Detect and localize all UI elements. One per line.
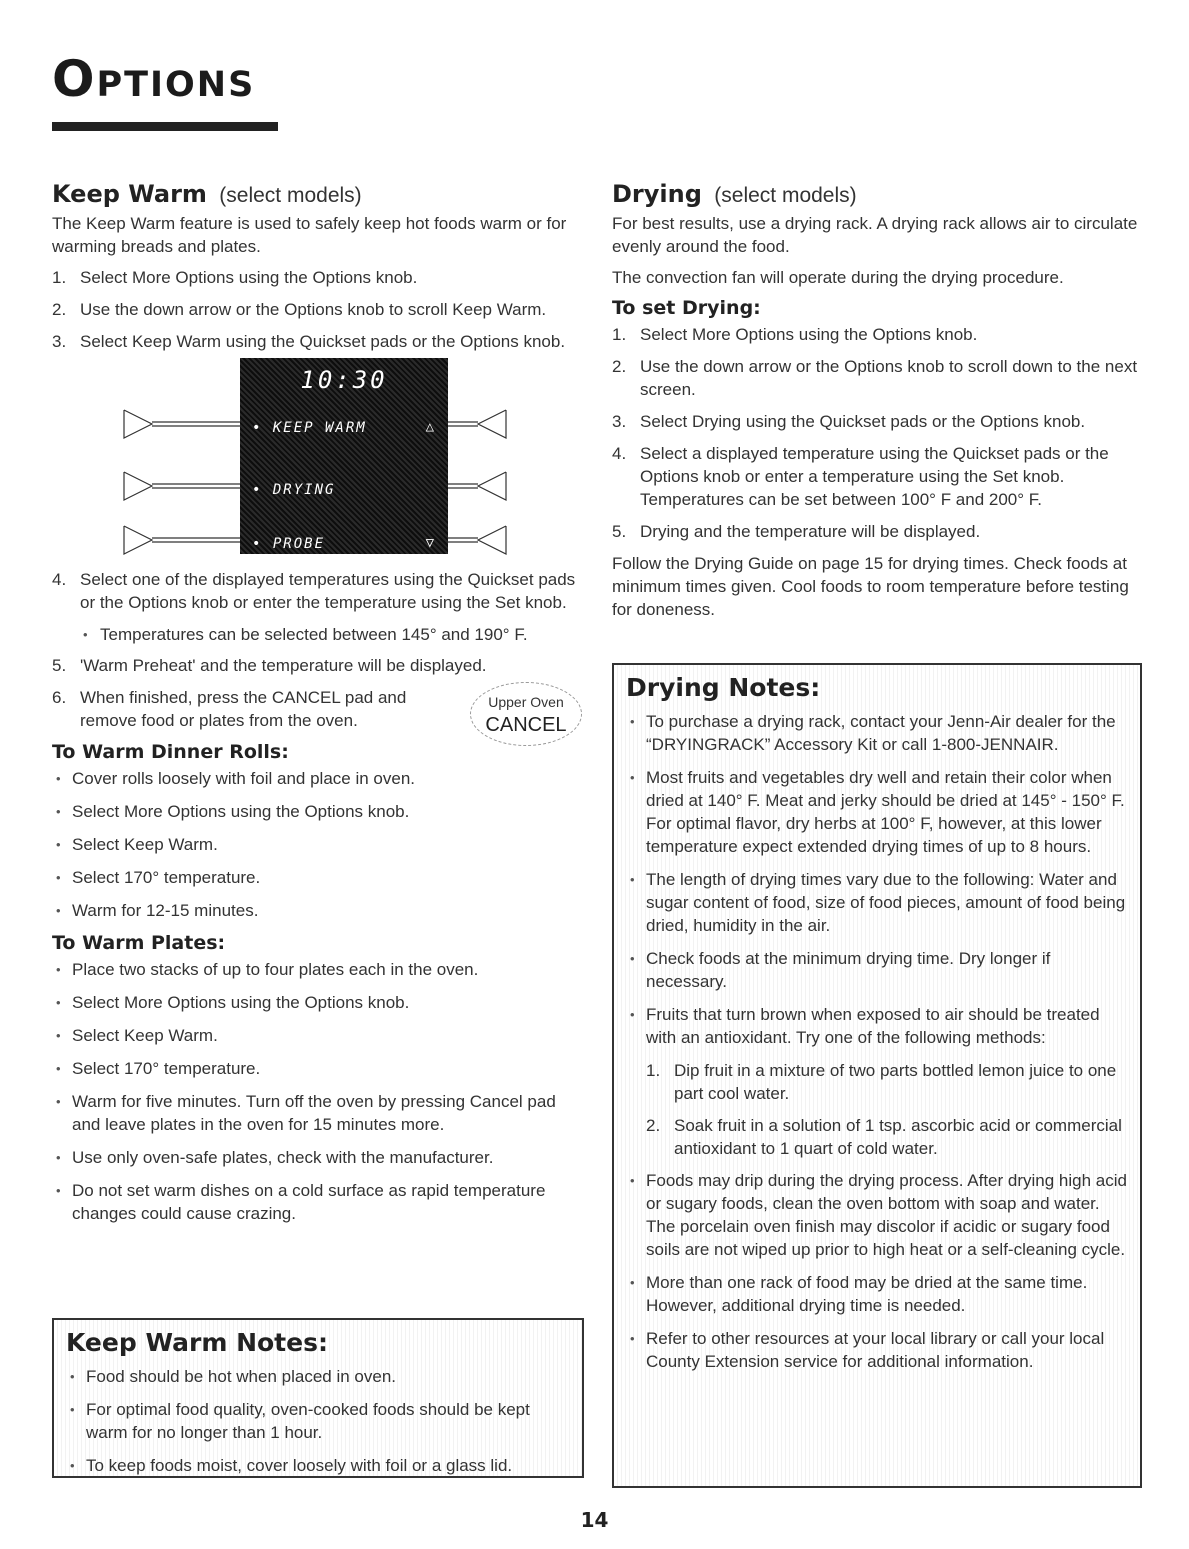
keep-warm-step-4 — [52, 568, 582, 614]
left-column — [52, 180, 582, 1475]
method-2 — [646, 1114, 1128, 1160]
drying-step-4 — [612, 442, 1142, 511]
drying-heading-sub: (select models) — [714, 184, 857, 207]
drying-steps — [612, 323, 1142, 543]
drying-heading-text: Drying — [612, 180, 702, 208]
step-text: Select More Options using the Options knob. — [80, 268, 418, 287]
list-item: • Foods may drip during the drying process. After drying high acid or sugary foods, clean the oven bottom with soap and water. The porcelain oven finish may discolor if acidic or sugary food soils are not wiped up prior to high heat or a self-cleaning cycle. — [626, 1169, 1128, 1261]
keep-warm-heading-sub: (select models) — [219, 184, 362, 207]
step-text: Select a displayed temperature using the Quickset pads or the Options knob or enter a temperature using the Set knob. Temperatures can be set between 100° F and 200° F. — [640, 444, 1109, 509]
step-text: Select one of the displayed temperatures using the Quickset pads or the Options knob or enter the temperature using the Set knob. — [80, 570, 576, 612]
list-item: • Fruits that turn brown when exposed to air should be treated with an antioxidant. Try one of the following methods: — [626, 1003, 1128, 1049]
step-number: 3. — [52, 332, 67, 351]
keep-warm-steps — [52, 266, 582, 353]
drying-step-5 — [612, 520, 1142, 543]
keep-warm-notes-box — [52, 1318, 584, 1478]
drying-intro-1: For best results, use a drying rack. A drying rack allows air to circulate evenly around the food. — [612, 214, 1138, 256]
list-item: • Select Keep Warm. — [52, 833, 582, 856]
drying-intro-2: The convection fan will operate during the drying procedure. — [612, 268, 1064, 287]
method-1 — [646, 1059, 1128, 1105]
drying-guide-note: Follow the Drying Guide on page 15 for drying times. Check foods at minimum times given. Cool foods to room temperature before testing for doneness. — [612, 554, 1129, 619]
keep-warm-intro: The Keep Warm feature is used to safely keep hot foods warm or for warming breads and plates. — [52, 214, 567, 256]
page-number: 14 — [580, 1508, 609, 1532]
cancel-badge-upper-label: Upper Oven — [488, 694, 564, 710]
upper-oven-cancel-button[interactable] — [470, 682, 582, 746]
list-item: • To keep foods moist, cover loosely with foil or a glass lid. — [66, 1454, 570, 1477]
step-number: 1. — [52, 268, 67, 287]
keep-warm-step-1 — [52, 266, 582, 289]
step-text: Select Drying using the Quickset pads or the Options knob. — [640, 412, 1086, 431]
step-number: 1. — [612, 325, 627, 344]
step-number: 5. — [52, 656, 67, 675]
step-number: 4. — [612, 444, 627, 463]
list-item: • Most fruits and vegetables dry well and retain their color when dried at 140° F. Meat and jerky should be dried at 145° - 150° F. For optimal flavor, dry herbs at 100° F, however, at this lower temperature expect extended drying times of up to 8 hours. — [626, 766, 1128, 858]
list-item: • Warm for five minutes. Turn off the oven by pressing Cancel pad and leave plates in the oven for 15 minutes more. — [52, 1090, 582, 1136]
keep-warm-step-3 — [52, 330, 582, 353]
keep-warm-heading — [52, 180, 582, 208]
list-item: • Place two stacks of up to four plates each in the oven. — [52, 958, 582, 981]
drying-step-2 — [612, 355, 1142, 401]
step-number: 4. — [52, 570, 67, 589]
cancel-badge-label: CANCEL — [485, 714, 567, 736]
step-number: 2. — [646, 1116, 661, 1135]
step-text: Use the down arrow or the Options knob to scroll Keep Warm. — [80, 300, 547, 319]
keep-warm-notes-title: Keep Warm Notes: — [66, 1328, 328, 1357]
step-text: Dip fruit in a mixture of two parts bottled lemon juice to one part cool water. — [674, 1061, 1117, 1103]
step-text: Soak fruit in a solution of 1 tsp. ascorbic acid or commercial antioxidant to 1 quart of cold water. — [674, 1116, 1122, 1158]
display-row-label: • KEEP WARM — [252, 420, 367, 436]
list-item: • Food should be hot when placed in oven. — [66, 1365, 570, 1388]
step-number: 5. — [612, 522, 627, 541]
list-item: • Select 170° temperature. — [52, 1057, 582, 1080]
step-number: 2. — [52, 300, 67, 319]
list-item: • Select More Options using the Options knob. — [52, 800, 582, 823]
list-item: • More than one rack of food may be dried at the same time. However, additional drying time is needed. — [626, 1271, 1128, 1317]
down-arrow-icon: ▽ — [425, 535, 436, 551]
step-number: 6. — [52, 688, 67, 707]
list-item: • Check foods at the minimum drying time. Dry longer if necessary. — [626, 947, 1128, 993]
warm-rolls-list — [52, 767, 582, 922]
display-row-drying[interactable] — [240, 480, 448, 504]
list-item: • Warm for 12-15 minutes. — [52, 899, 582, 922]
list-item: • Refer to other resources at your local library or call your local County Extension service for additional information. — [626, 1327, 1128, 1373]
list-item: • Select Keep Warm. — [52, 1024, 582, 1047]
title-rule — [52, 122, 278, 131]
keep-warm-step-2 — [52, 298, 582, 321]
display-row-probe[interactable] — [240, 534, 448, 558]
keep-warm-step-6 — [52, 686, 582, 736]
list-item: • Use only oven-safe plates, check with the manufacturer. — [52, 1146, 582, 1169]
list-item: • Cover rolls loosely with foil and place in oven. — [52, 767, 582, 790]
display-row-keep-warm[interactable] — [240, 418, 448, 442]
keep-warm-step-5 — [52, 654, 582, 677]
drying-step-1 — [612, 323, 1142, 346]
list-item: • The length of drying times vary due to the following: Water and sugar content of food, size of food pieces, amount of food being dried, humidity in the air. — [626, 868, 1128, 937]
step-number: 3. — [612, 412, 627, 431]
list-item: • For optimal food quality, oven-cooked foods should be kept warm for no longer than 1 hour. — [66, 1398, 570, 1444]
step-text: 'Warm Preheat' and the temperature will be displayed. — [80, 656, 487, 675]
keep-warm-notes-list — [66, 1365, 570, 1477]
right-column — [612, 180, 1142, 1371]
step-text: Drying and the temperature will be displayed. — [640, 522, 981, 541]
display-row-label: • PROBE — [252, 536, 326, 552]
page-title: Options — [52, 50, 256, 108]
oven-display-figure — [112, 358, 512, 558]
step-number: 1. — [646, 1061, 661, 1080]
list-item: • Select 170° temperature. — [52, 866, 582, 889]
drying-notes-box — [612, 663, 1142, 1488]
drying-notes-list-continued — [626, 1169, 1128, 1373]
drying-step-3 — [612, 410, 1142, 433]
antioxidant-methods — [626, 1059, 1128, 1160]
oven-display-screen — [240, 358, 448, 554]
list-item: • Do not set warm dishes on a cold surface as rapid temperature changes could cause crazing. — [52, 1179, 582, 1225]
step-text: When finished, press the CANCEL pad and remove food or plates from the oven. — [80, 688, 407, 730]
keep-warm-steps-continued — [52, 568, 582, 614]
keep-warm-heading-text: Keep Warm — [52, 180, 207, 208]
keep-warm-steps-final — [52, 654, 582, 736]
step-text: Select Keep Warm using the Quickset pads or the Options knob. — [80, 332, 566, 351]
step-text: Use the down arrow or the Options knob to scroll down to the next screen. — [640, 357, 1138, 399]
warm-plates-heading: To Warm Plates: — [52, 932, 226, 954]
up-arrow-icon: △ — [425, 419, 436, 435]
drying-notes-title: Drying Notes: — [626, 673, 821, 702]
drying-heading — [612, 180, 1142, 208]
set-drying-heading: To set Drying: — [612, 297, 761, 319]
list-item: • To purchase a drying rack, contact your Jenn-Air dealer for the “DRYINGRACK” Accessory Kit or call 1-800-JENNAIR. — [626, 710, 1128, 756]
step-text: Select More Options using the Options knob. — [640, 325, 978, 344]
warm-plates-list — [52, 958, 582, 1225]
drying-notes-list — [626, 710, 1128, 1049]
display-time: 10:30 — [300, 366, 388, 394]
temperature-range-note: • Temperatures can be selected between 145° and 190° F. — [52, 623, 582, 646]
list-item: • Select More Options using the Options knob. — [52, 991, 582, 1014]
step-number: 2. — [612, 357, 627, 376]
display-row-label: • DRYING — [252, 482, 336, 498]
warm-rolls-heading: To Warm Dinner Rolls: — [52, 741, 289, 763]
